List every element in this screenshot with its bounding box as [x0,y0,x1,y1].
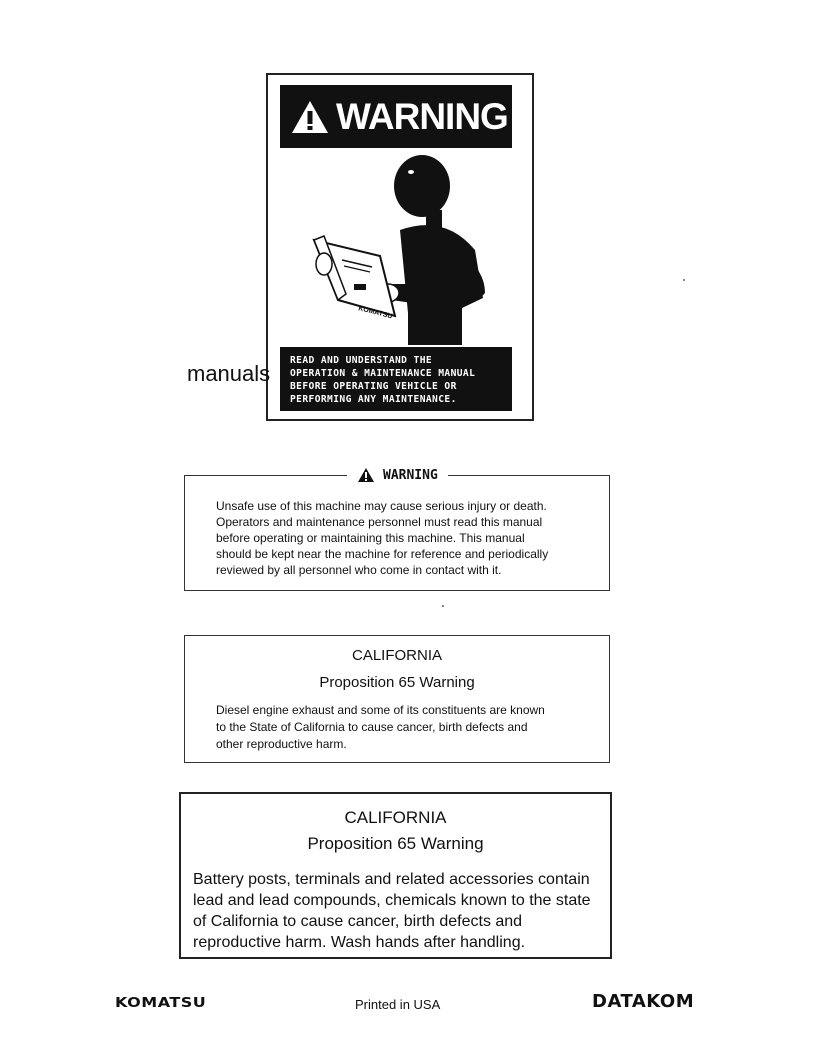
prop65-body [193,869,609,953]
warning-decal [266,73,534,421]
warning-line: should be kept near the machine for reference and periodically [216,547,549,561]
scan-speck [442,605,444,607]
warning-legend-text: WARNING [383,467,438,483]
decal-line: READ AND UNDERSTAND THE [290,355,433,366]
decal-header [280,85,512,148]
decal-line: PERFORMING ANY MAINTENANCE. [290,394,457,405]
datakom-logo: DATAKOM [592,991,695,1012]
prop65-subtitle: Proposition 65 Warning [307,834,484,853]
prop65-body [216,702,586,753]
prop65-line: Battery posts, terminals and related accessories contain [193,871,590,888]
warning-line: Unsafe use of this machine may cause serious injury or death. [216,499,547,513]
warning-notice-box [184,467,610,591]
printed-in-text: Printed in USA [355,997,441,1012]
warning-body [216,498,584,578]
warning-line: before operating or maintaining this machine. This manual [216,531,525,545]
prop65-line: Diesel engine exhaust and some of its constituents are known [216,703,545,717]
prop65-battery-box [179,792,612,959]
warning-triangle-icon [357,467,375,483]
scan-speck [683,279,685,281]
decal-header-text: WARNING [336,95,508,137]
decal-instructions [280,347,512,411]
book-logo-text: KOMATSU [357,305,394,321]
decal-line: OPERATION & MAINTENANCE MANUAL [290,368,476,379]
prop65-line: reproductive harm. Wash hands after handling. [193,934,526,951]
prop65-line: other reproductive harm. [216,737,347,751]
warning-legend [347,467,448,483]
warning-line: reviewed by all personnel who come in contact with it. [216,563,502,577]
prop65-line: of California to cause cancer, birth defects and [193,913,523,930]
prop65-title: CALIFORNIA [351,647,442,664]
decal-line: BEFORE OPERATING VEHICLE OR [290,381,457,392]
prop65-title: CALIFORNIA [344,808,447,827]
prop65-engine-box [184,635,610,763]
warning-line: Operators and maintenance personnel must read this manual [216,515,543,529]
komatsu-logo: KOMATSU [115,994,207,1011]
person-reading-manual-icon [280,148,512,345]
prop65-subtitle: Proposition 65 Warning [319,674,475,691]
prop65-line: lead and lead compounds, chemicals known to the state [193,892,591,909]
watermark-text: manuals [187,361,271,386]
warning-triangle-icon [290,99,330,135]
prop65-line: to the State of California to cause cancer, birth defects and [216,720,528,734]
